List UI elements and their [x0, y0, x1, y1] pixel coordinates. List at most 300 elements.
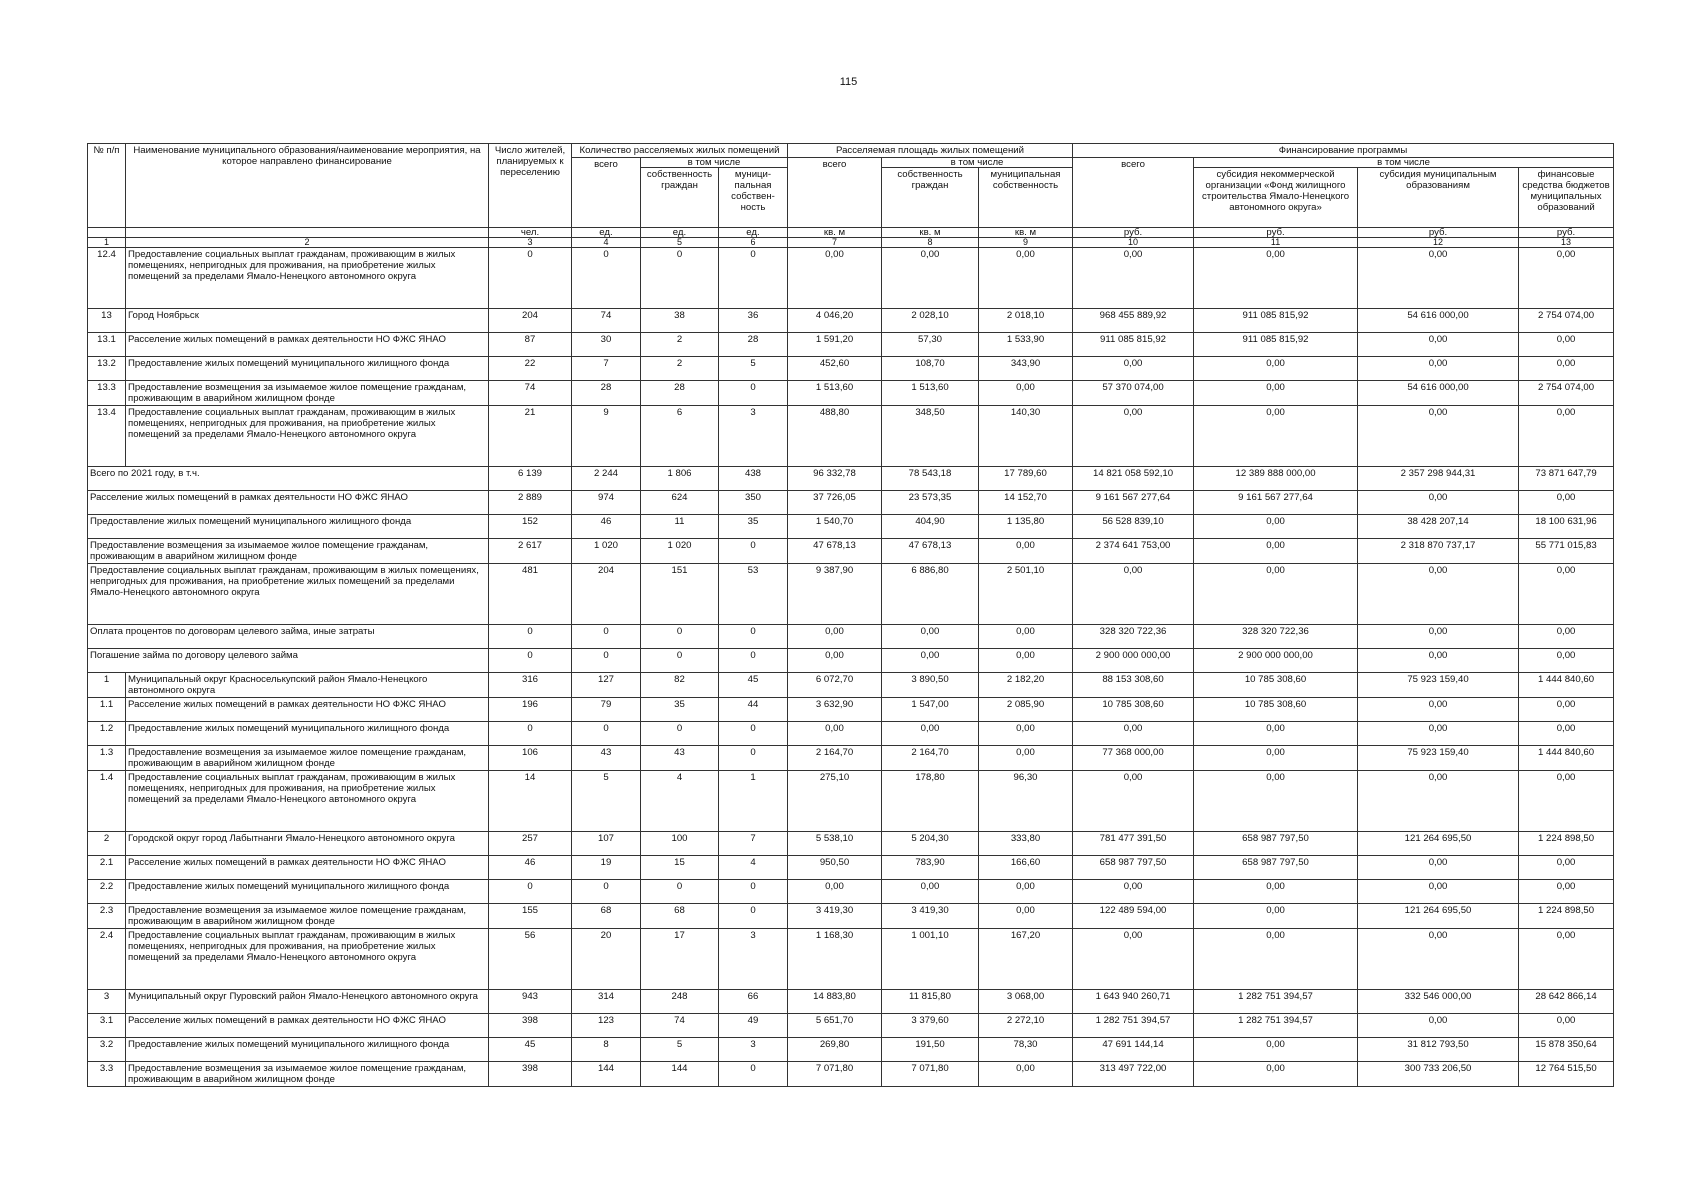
row-number-cell: 13.4 [88, 406, 126, 467]
value-cell: 1 591,20 [788, 333, 882, 357]
value-cell: 0,00 [882, 880, 979, 904]
value-cell: 438 [719, 467, 788, 491]
value-cell: 28 [572, 381, 641, 406]
value-cell: 0 [572, 248, 641, 309]
value-cell: 0 [489, 649, 572, 673]
table-row [88, 406, 1614, 467]
row-name-cell: Предоставление социальных выплат гражданам, проживающим в жилых помещениях, непригодных для проживания, на приобретение жилых помещений за пределами Ямало-Ненецкого автономного округа [126, 406, 489, 467]
value-cell: 178,80 [882, 771, 979, 832]
value-cell: 14 [489, 771, 572, 832]
value-cell: 0,00 [1194, 406, 1358, 467]
value-cell: 911 085 815,92 [1073, 333, 1194, 357]
row-number-cell: 13.3 [88, 381, 126, 406]
value-cell: 30 [572, 333, 641, 357]
value-cell: 123 [572, 1014, 641, 1038]
table-row [88, 746, 1614, 771]
value-cell: 0 [641, 722, 719, 746]
value-cell: 2 754 074,00 [1519, 309, 1614, 333]
row-number-cell: 2.4 [88, 929, 126, 990]
row-number-cell: 1.1 [88, 698, 126, 722]
value-cell: 0,00 [979, 904, 1073, 929]
value-cell: 49 [719, 1014, 788, 1038]
value-cell: 144 [572, 1062, 641, 1087]
value-cell: 0,00 [1194, 722, 1358, 746]
value-cell: 0,00 [1194, 771, 1358, 832]
value-cell: 47 678,13 [788, 539, 882, 564]
value-cell: 0,00 [1519, 856, 1614, 880]
value-cell: 0 [572, 880, 641, 904]
row-number-cell: 13 [88, 309, 126, 333]
table-row [88, 698, 1614, 722]
value-cell: 0,00 [1073, 771, 1194, 832]
row-name-cell: Предоставление жилых помещений муниципального жилищного фонда [126, 1038, 489, 1062]
value-cell: 0,00 [882, 248, 979, 309]
value-cell: 1 643 940 260,71 [1073, 990, 1194, 1014]
value-cell: 0,00 [1073, 880, 1194, 904]
table-row [88, 309, 1614, 333]
value-cell: 107 [572, 832, 641, 856]
value-cell: 0,00 [1358, 333, 1519, 357]
column-number-cell: 12 [1358, 238, 1519, 248]
value-cell: 74 [489, 381, 572, 406]
value-cell: 0,00 [1358, 856, 1519, 880]
header-area-including: в том числе [882, 158, 1073, 168]
value-cell: 1 513,60 [788, 381, 882, 406]
value-cell: 0 [641, 248, 719, 309]
value-cell: 21 [489, 406, 572, 467]
value-cell: 127 [572, 673, 641, 698]
value-cell: 6 072,70 [788, 673, 882, 698]
value-cell: 0,00 [979, 381, 1073, 406]
value-cell: 4 046,20 [788, 309, 882, 333]
row-number-cell: 2.2 [88, 880, 126, 904]
table-row [88, 722, 1614, 746]
value-cell: 9 387,90 [788, 564, 882, 625]
value-cell: 0 [489, 248, 572, 309]
value-cell: 0 [719, 381, 788, 406]
value-cell: 0,00 [979, 625, 1073, 649]
table-row [88, 649, 1614, 673]
value-cell: 0 [719, 248, 788, 309]
value-cell: 2 085,90 [979, 698, 1073, 722]
value-cell: 350 [719, 491, 788, 515]
table-row [88, 357, 1614, 381]
value-cell: 57 370 074,00 [1073, 381, 1194, 406]
table-row [88, 771, 1614, 832]
value-cell: 0,00 [1519, 406, 1614, 467]
value-cell: 20 [572, 929, 641, 990]
value-cell: 144 [641, 1062, 719, 1087]
value-cell: 0,00 [1358, 248, 1519, 309]
value-cell: 332 546 000,00 [1358, 990, 1519, 1014]
value-cell: 1 135,80 [979, 515, 1073, 539]
value-cell: 0,00 [1358, 1014, 1519, 1038]
value-cell: 5 538,10 [788, 832, 882, 856]
row-name-cell: Расселение жилых помещений в рамках деятельности НО ФЖС ЯНАО [126, 1014, 489, 1038]
value-cell: 0,00 [788, 880, 882, 904]
value-cell: 269,80 [788, 1038, 882, 1062]
value-cell: 8 [572, 1038, 641, 1062]
value-cell: 7 [572, 357, 641, 381]
value-cell: 74 [641, 1014, 719, 1038]
value-cell: 121 264 695,50 [1358, 832, 1519, 856]
row-number-cell: 2.1 [88, 856, 126, 880]
value-cell: 191,50 [882, 1038, 979, 1062]
value-cell: 0,00 [1519, 771, 1614, 832]
value-cell: 7 071,80 [882, 1062, 979, 1087]
row-number-cell: 1.2 [88, 722, 126, 746]
value-cell: 100 [641, 832, 719, 856]
value-cell: 300 733 206,50 [1358, 1062, 1519, 1087]
value-cell: 1 282 751 394,57 [1073, 1014, 1194, 1038]
value-cell: 0,00 [1358, 722, 1519, 746]
value-cell: 328 320 722,36 [1194, 625, 1358, 649]
header-municipal-budgets: финансовые средства бюджетов муниципальных образований [1519, 168, 1614, 228]
value-cell: 108,70 [882, 357, 979, 381]
value-cell: 333,80 [979, 832, 1073, 856]
value-cell: 6 [641, 406, 719, 467]
value-cell: 0 [641, 649, 719, 673]
value-cell: 0 [641, 625, 719, 649]
value-cell: 10 785 308,60 [1194, 673, 1358, 698]
value-cell: 0,00 [1073, 564, 1194, 625]
page-number: 115 [839, 76, 858, 88]
value-cell: 2 244 [572, 467, 641, 491]
value-cell: 0,00 [1358, 491, 1519, 515]
value-cell: 950,50 [788, 856, 882, 880]
value-cell: 167,20 [979, 929, 1073, 990]
value-cell: 658 987 797,50 [1194, 856, 1358, 880]
value-cell: 66 [719, 990, 788, 1014]
row-name-cell: Всего по 2021 году, в т.ч. [88, 467, 489, 491]
value-cell: 19 [572, 856, 641, 880]
column-number-cell: 4 [572, 238, 641, 248]
value-cell: 0,00 [788, 625, 882, 649]
value-cell: 0 [572, 649, 641, 673]
header-subsidy-municipal: субсидия муниципальным образованиям [1358, 168, 1519, 228]
value-cell: 31 812 793,50 [1358, 1038, 1519, 1062]
value-cell: 0,00 [882, 649, 979, 673]
value-cell: 1 547,00 [882, 698, 979, 722]
value-cell: 10 785 308,60 [1073, 698, 1194, 722]
value-cell: 0,00 [882, 722, 979, 746]
column-number-cell: 11 [1194, 238, 1358, 248]
value-cell: 0,00 [979, 649, 1073, 673]
value-cell: 6 886,80 [882, 564, 979, 625]
value-cell: 2 357 298 944,31 [1358, 467, 1519, 491]
value-cell: 37 726,05 [788, 491, 882, 515]
value-cell: 68 [641, 904, 719, 929]
value-cell: 1 540,70 [788, 515, 882, 539]
value-cell: 257 [489, 832, 572, 856]
row-name-cell: Расселение жилых помещений в рамках деятельности НО ФЖС ЯНАО [126, 856, 489, 880]
column-number-cell: 8 [882, 238, 979, 248]
value-cell: 73 871 647,79 [1519, 467, 1614, 491]
value-cell: 36 [719, 309, 788, 333]
row-number-cell: 3.1 [88, 1014, 126, 1038]
value-cell: 3 632,90 [788, 698, 882, 722]
value-cell: 275,10 [788, 771, 882, 832]
value-cell: 53 [719, 564, 788, 625]
value-cell: 3 [719, 929, 788, 990]
value-cell: 0,00 [1519, 649, 1614, 673]
value-cell: 77 368 000,00 [1073, 746, 1194, 771]
value-cell: 1 020 [572, 539, 641, 564]
value-cell: 6 139 [489, 467, 572, 491]
value-cell: 5 204,30 [882, 832, 979, 856]
value-cell: 2 018,10 [979, 309, 1073, 333]
value-cell: 82 [641, 673, 719, 698]
header-count-municipal: муници-пальная собствен-ность [719, 168, 788, 228]
value-cell: 0,00 [788, 248, 882, 309]
value-cell: 56 528 839,10 [1073, 515, 1194, 539]
value-cell: 0 [719, 746, 788, 771]
value-cell: 0 [719, 904, 788, 929]
value-cell: 15 878 350,64 [1519, 1038, 1614, 1062]
value-cell: 328 320 722,36 [1073, 625, 1194, 649]
value-cell: 15 [641, 856, 719, 880]
value-cell: 9 161 567 277,64 [1194, 491, 1358, 515]
value-cell: 1 444 840,60 [1519, 746, 1614, 771]
value-cell: 3 [719, 406, 788, 467]
value-cell: 151 [641, 564, 719, 625]
row-number-cell: 1.3 [88, 746, 126, 771]
value-cell: 2 900 000 000,00 [1194, 649, 1358, 673]
value-cell: 54 616 000,00 [1358, 381, 1519, 406]
value-cell: 1 [719, 771, 788, 832]
value-cell: 316 [489, 673, 572, 698]
table-row [88, 990, 1614, 1014]
value-cell: 2 182,20 [979, 673, 1073, 698]
value-cell: 68 [572, 904, 641, 929]
value-cell: 88 153 308,60 [1073, 673, 1194, 698]
value-cell: 0,00 [1358, 357, 1519, 381]
column-number-cell: 7 [788, 238, 882, 248]
value-cell: 0,00 [1194, 746, 1358, 771]
value-cell: 78 543,18 [882, 467, 979, 491]
row-name-cell: Предоставление социальных выплат гражданам, проживающим в жилых помещениях, непригодных для проживания, на приобретение жилых помещений за пределами Ямало-Ненецкого автономного округа [126, 929, 489, 990]
row-name-cell: Муниципальный округ Красноселькупский район Ямало-Ненецкого автономного округа [126, 673, 489, 698]
row-name-cell: Погашение займа по договору целевого займа [88, 649, 489, 673]
row-name-cell: Предоставление возмещения за изымаемое жилое помещение гражданам, проживающим в аварийном жилищном фонде [88, 539, 489, 564]
header-area-municipal: муниципальная собственность [979, 168, 1073, 228]
value-cell: 2 889 [489, 491, 572, 515]
value-cell: 1 224 898,50 [1519, 832, 1614, 856]
column-number-cell: 10 [1073, 238, 1194, 248]
value-cell: 0,00 [979, 539, 1073, 564]
value-cell: 0,00 [1073, 722, 1194, 746]
table-row [88, 564, 1614, 625]
value-cell: 106 [489, 746, 572, 771]
value-cell: 0 [719, 1062, 788, 1087]
value-cell: 0,00 [1519, 929, 1614, 990]
value-cell: 204 [489, 309, 572, 333]
value-cell: 2 318 870 737,17 [1358, 539, 1519, 564]
unit-cell: руб. [1358, 228, 1519, 238]
value-cell: 11 815,80 [882, 990, 979, 1014]
unit-cell: кв. м [882, 228, 979, 238]
row-number-cell: 3.3 [88, 1062, 126, 1087]
value-cell: 0,00 [979, 1062, 1073, 1087]
value-cell: 2 [641, 357, 719, 381]
row-number-cell: 1.4 [88, 771, 126, 832]
value-cell: 1 282 751 394,57 [1194, 990, 1358, 1014]
value-cell: 0,00 [1358, 649, 1519, 673]
row-name-cell: Предоставление социальных выплат гражданам, проживающим в жилых помещениях, непригодных для проживания, на приобретение жилых помещений за пределами Ямало-Ненецкого автономного округа [88, 564, 489, 625]
value-cell: 44 [719, 698, 788, 722]
value-cell: 57,30 [882, 333, 979, 357]
row-name-cell: Предоставление жилых помещений муниципального жилищного фонда [126, 722, 489, 746]
header-count-including: в том числе [641, 158, 788, 168]
value-cell: 624 [641, 491, 719, 515]
value-cell: 0,00 [1519, 698, 1614, 722]
value-cell: 404,90 [882, 515, 979, 539]
table-row [88, 333, 1614, 357]
table-row [88, 625, 1614, 649]
value-cell: 155 [489, 904, 572, 929]
value-cell: 0,00 [1194, 1062, 1358, 1087]
row-name-cell: Предоставление жилых помещений муниципального жилищного фонда [126, 357, 489, 381]
table-row [88, 515, 1614, 539]
value-cell: 0,00 [788, 649, 882, 673]
value-cell: 2 028,10 [882, 309, 979, 333]
row-name-cell: Предоставление возмещения за изымаемое жилое помещение гражданам, проживающим в аварийном жилищном фонде [126, 746, 489, 771]
value-cell: 481 [489, 564, 572, 625]
value-cell: 7 [719, 832, 788, 856]
value-cell: 248 [641, 990, 719, 1014]
value-cell: 43 [572, 746, 641, 771]
value-cell: 1 020 [641, 539, 719, 564]
value-cell: 0,00 [979, 746, 1073, 771]
value-cell: 0,00 [1358, 406, 1519, 467]
value-cell: 38 [641, 309, 719, 333]
value-cell: 0,00 [1519, 333, 1614, 357]
value-cell: 343,90 [979, 357, 1073, 381]
value-cell: 0,00 [1194, 248, 1358, 309]
column-number-cell: 13 [1519, 238, 1614, 248]
unit-cell: руб. [1519, 228, 1614, 238]
header-count-total: всего [572, 158, 641, 228]
value-cell: 38 428 207,14 [1358, 515, 1519, 539]
value-cell: 911 085 815,92 [1194, 333, 1358, 357]
value-cell: 2 374 641 753,00 [1073, 539, 1194, 564]
column-number-cell: 5 [641, 238, 719, 248]
value-cell: 47 678,13 [882, 539, 979, 564]
value-cell: 0 [641, 880, 719, 904]
value-cell: 348,50 [882, 406, 979, 467]
value-cell: 0,00 [1194, 904, 1358, 929]
column-number-cell: 1 [88, 238, 126, 248]
value-cell: 452,60 [788, 357, 882, 381]
unit-cell: кв. м [979, 228, 1073, 238]
unit-cell: кв. м [788, 228, 882, 238]
value-cell: 14 152,70 [979, 491, 1073, 515]
value-cell: 488,80 [788, 406, 882, 467]
value-cell: 968 455 889,92 [1073, 309, 1194, 333]
value-cell: 398 [489, 1014, 572, 1038]
value-cell: 0 [489, 625, 572, 649]
value-cell: 911 085 815,92 [1194, 309, 1358, 333]
value-cell: 1 282 751 394,57 [1194, 1014, 1358, 1038]
value-cell: 196 [489, 698, 572, 722]
value-cell: 4 [641, 771, 719, 832]
value-cell: 3 419,30 [882, 904, 979, 929]
row-number-cell: 13.1 [88, 333, 126, 357]
column-number-cell: 3 [489, 238, 572, 248]
value-cell: 28 [719, 333, 788, 357]
value-cell: 0,00 [1519, 564, 1614, 625]
value-cell: 1 224 898,50 [1519, 904, 1614, 929]
header-finance-including: в том числе [1194, 158, 1614, 168]
value-cell: 204 [572, 564, 641, 625]
value-cell: 0,00 [1358, 880, 1519, 904]
value-cell: 0 [719, 722, 788, 746]
value-cell: 0,00 [1358, 564, 1519, 625]
value-cell: 56 [489, 929, 572, 990]
value-cell: 0,00 [1519, 491, 1614, 515]
value-cell: 0,00 [979, 880, 1073, 904]
row-name-cell: Предоставление социальных выплат гражданам, проживающим в жилых помещениях, непригодных для проживания, на приобретение жилых помещений за пределами Ямало-Ненецкого автономного округа [126, 771, 489, 832]
units-cell-empty [126, 228, 489, 238]
value-cell: 47 691 144,14 [1073, 1038, 1194, 1062]
value-cell: 87 [489, 333, 572, 357]
value-cell: 0 [489, 880, 572, 904]
value-cell: 7 071,80 [788, 1062, 882, 1087]
value-cell: 0,00 [1194, 357, 1358, 381]
value-cell: 28 [641, 381, 719, 406]
table-row [88, 929, 1614, 990]
value-cell: 12 764 515,50 [1519, 1062, 1614, 1087]
value-cell: 96 332,78 [788, 467, 882, 491]
column-numbers-row [88, 238, 1614, 248]
header-group-area: Расселяемая площадь жилых помещений [788, 144, 1073, 158]
value-cell: 314 [572, 990, 641, 1014]
value-cell: 0 [719, 649, 788, 673]
value-cell: 0,00 [1194, 564, 1358, 625]
value-cell: 5 [719, 357, 788, 381]
value-cell: 54 616 000,00 [1358, 309, 1519, 333]
value-cell: 5 [572, 771, 641, 832]
value-cell: 1 001,10 [882, 929, 979, 990]
value-cell: 3 890,50 [882, 673, 979, 698]
value-cell: 17 [641, 929, 719, 990]
value-cell: 3 [719, 1038, 788, 1062]
value-cell: 0,00 [1194, 515, 1358, 539]
value-cell: 14 883,80 [788, 990, 882, 1014]
value-cell: 658 987 797,50 [1194, 832, 1358, 856]
row-name-cell: Предоставление возмещения за изымаемое жилое помещение гражданам, проживающим в аварийном жилищном фонде [126, 381, 489, 406]
row-name-cell: Расселение жилых помещений в рамках деятельности НО ФЖС ЯНАО [126, 698, 489, 722]
value-cell: 35 [719, 515, 788, 539]
value-cell: 3 379,60 [882, 1014, 979, 1038]
row-number-cell: 2.3 [88, 904, 126, 929]
value-cell: 781 477 391,50 [1073, 832, 1194, 856]
value-cell: 0 [719, 625, 788, 649]
value-cell: 398 [489, 1062, 572, 1087]
row-name-cell: Предоставление возмещения за изымаемое жилое помещение гражданам, проживающим в аварийном жилищном фонде [126, 904, 489, 929]
unit-cell: ед. [572, 228, 641, 238]
row-name-cell: Предоставление жилых помещений муниципального жилищного фонда [126, 880, 489, 904]
row-number-cell: 13.2 [88, 357, 126, 381]
value-cell: 46 [572, 515, 641, 539]
row-name-cell: Городской округ город Лабытнанги Ямало-Ненецкого автономного округа [126, 832, 489, 856]
table-body [88, 248, 1614, 1087]
value-cell: 0,00 [1194, 1038, 1358, 1062]
table-row [88, 381, 1614, 406]
value-cell: 0,00 [1073, 357, 1194, 381]
value-cell: 0,00 [882, 625, 979, 649]
table-row [88, 539, 1614, 564]
